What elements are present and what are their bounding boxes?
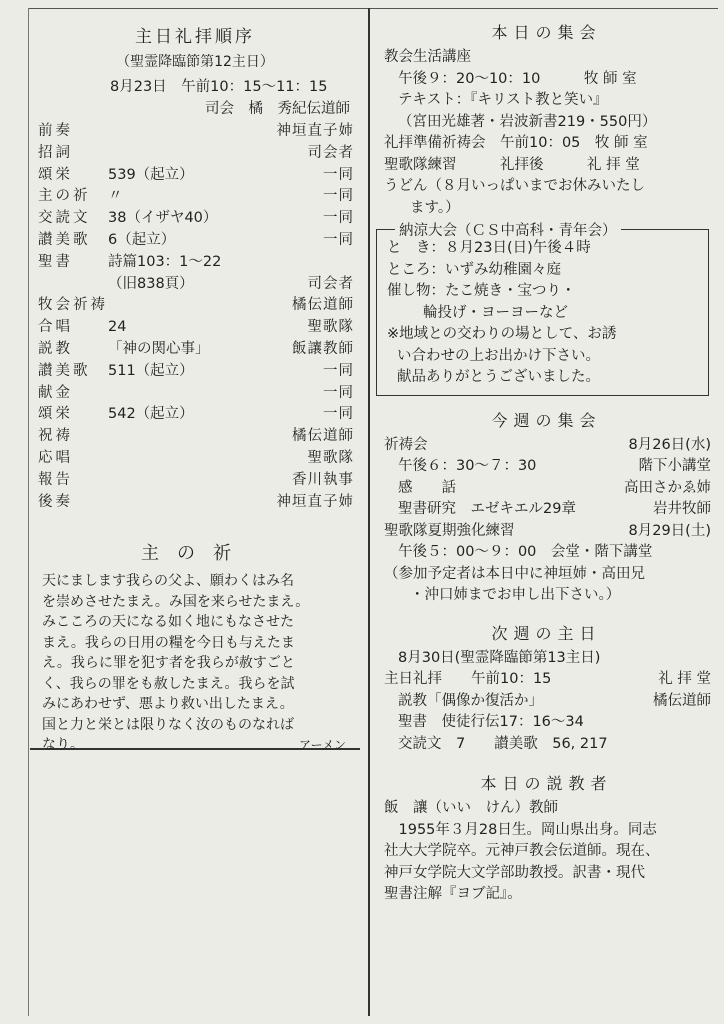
- order-person: 司会者: [307, 144, 354, 161]
- order-content: 詩篇103：1～22: [108, 253, 222, 270]
- today-line: ます。）: [410, 199, 460, 216]
- next-title: 次週の主日: [491, 623, 602, 643]
- next-left: 主日礼拝 午前10：15: [384, 671, 552, 687]
- order-person: 一同: [323, 188, 354, 205]
- next-row: [374, 734, 719, 756]
- order-content: [108, 121, 254, 143]
- order-item: 祝祷: [38, 428, 73, 445]
- column-divider: [368, 8, 370, 1016]
- today-line: 午後９：20～10：10 牧 師 室: [398, 70, 637, 87]
- order-row: [30, 339, 360, 361]
- order-person: 聖歌隊: [307, 449, 354, 466]
- week-right: 8月26日(水): [628, 436, 711, 453]
- order-item: 牧会祈祷: [38, 297, 108, 314]
- preacher-title: 本日の説教者: [480, 774, 613, 793]
- order-row: [30, 208, 360, 230]
- today-line: 礼拝準備祈祷会 午前10：05 牧 師 室: [384, 135, 648, 151]
- order-content: 511（起立）: [108, 362, 194, 379]
- order-row: [30, 143, 360, 165]
- next-right: 橘伝道師: [653, 692, 711, 709]
- prayer-line: なり。 アーメン: [42, 735, 352, 756]
- week-row: [374, 585, 719, 607]
- order-item: 讃美歌: [38, 362, 91, 379]
- event-title: 納涼大会（ＣＳ中高科・青年会）: [395, 219, 621, 240]
- order-content: （旧838頁）: [108, 275, 194, 292]
- order-person: 聖歌隊: [307, 319, 354, 336]
- order-row: [30, 470, 360, 492]
- order-person: 司会者: [307, 275, 354, 292]
- prayer-line: え。我らに罪を犯す者を我らが赦すごと: [42, 655, 295, 672]
- order-person: [254, 252, 360, 274]
- right-column: [374, 14, 719, 906]
- week-list: [374, 435, 719, 607]
- event-line: ところ：いずみ幼稚園々庭: [387, 261, 561, 278]
- next-right: 礼 拝 堂: [658, 671, 711, 687]
- order-item: 合唱: [38, 319, 73, 336]
- week-right: 高田さかゑ姉: [624, 479, 711, 496]
- prayer-line: みこころの天になる如く地にもなさせた: [42, 614, 294, 631]
- week-left: 午後６：30～７：30: [398, 458, 537, 474]
- order-content: 539（起立）: [108, 166, 194, 183]
- week-left: ・沖口姉までお申し出下さい。）: [410, 587, 621, 603]
- order-item: 献金: [38, 384, 73, 401]
- prayer-title: 主の祈: [141, 543, 249, 565]
- prayer-line: まえ。我らの日用の糧を今日も与えたま: [42, 634, 295, 651]
- event-line: 催し物：たこ焼き・宝つり・: [387, 283, 576, 299]
- today-line: （宮田光雄著・岩波新書219・550円）: [398, 113, 657, 130]
- order-item: 聖書: [38, 253, 73, 270]
- next-row: [374, 712, 719, 734]
- order-row: [30, 230, 360, 252]
- order-content: 24: [108, 319, 127, 336]
- order-content: [108, 426, 254, 448]
- order-row: [30, 121, 360, 143]
- order-content: [108, 492, 254, 514]
- order-content: [108, 295, 254, 317]
- week-right: 階下小講堂: [638, 458, 711, 474]
- order-item: 報告: [38, 471, 73, 488]
- week-row: [374, 542, 719, 564]
- order-row: [30, 274, 360, 296]
- order-row: [30, 448, 360, 470]
- prayer-line: 国と力と栄とは限りなく汝のものなれば: [42, 716, 294, 733]
- order-content: [108, 470, 254, 492]
- order-content: 〃: [108, 188, 123, 205]
- order-row: [30, 317, 360, 339]
- preacher-line: 神戸女学院大文学部助教授。訳書・現代: [384, 864, 645, 881]
- order-item: 応唱: [38, 449, 73, 466]
- next-row: [374, 691, 719, 713]
- prayer-line: く、我らの罪をも赦したまえ。我らを試: [42, 675, 295, 692]
- event-line: 輪投げ・ヨーヨーなど: [423, 304, 568, 321]
- order-of-service: [30, 121, 360, 513]
- order-item: 後奏: [38, 493, 73, 510]
- next-left: 8月30日(聖霊降臨節第13主日): [398, 649, 601, 666]
- order-row: [30, 165, 360, 187]
- order-person: 橘伝道師: [292, 428, 354, 445]
- week-title: 今週の集会: [491, 410, 602, 430]
- event-line: と き：８月23日(日)午後４時: [387, 240, 591, 256]
- order-row: [30, 404, 360, 426]
- week-row: [374, 456, 719, 478]
- order-content: 6（起立）: [108, 231, 176, 248]
- order-item: [30, 274, 108, 296]
- service-title: 主日礼拝順序: [135, 27, 255, 47]
- order-content: 「神の関心事」: [108, 340, 210, 357]
- today-line: うどん（８月いっぱいまでお休みいたし: [384, 178, 645, 194]
- week-right: 8月29日(土): [628, 522, 711, 539]
- order-row: [30, 252, 360, 274]
- order-person: 香川執事: [292, 471, 354, 488]
- prayer-body: [30, 571, 360, 756]
- order-person: 一同: [323, 384, 354, 401]
- top-border: [28, 8, 718, 9]
- week-row: [374, 435, 719, 457]
- order-person: 一同: [323, 406, 354, 423]
- preacher-name: 飯 讓（いい けん）教師: [384, 800, 558, 816]
- week-left: 聖書研究 エゼキエル29章: [398, 501, 576, 517]
- prayer-line: みにあわせず、悪より救い出したまえ。: [42, 696, 294, 713]
- event-list: [387, 238, 700, 389]
- preacher-bio: [374, 820, 719, 906]
- today-line: テキスト：『キリスト教と笑い』: [398, 92, 608, 108]
- week-row: [374, 499, 719, 521]
- week-left: （参加予定者は本日中に神垣姉・高田兄: [384, 565, 645, 582]
- preacher-line: 社大大学院卒。元神戸教会伝道師。現在、: [384, 843, 660, 859]
- next-left: 交読文 7 讃美歌 56, 217: [398, 735, 608, 752]
- week-left: 祈祷会: [384, 436, 428, 453]
- today-line: 聖歌隊練習 礼拝後 礼 拝 堂: [384, 156, 640, 173]
- order-item: 説教: [38, 340, 73, 357]
- week-row: [374, 564, 719, 586]
- event-line: ※地域との交わりの場として、お誘: [387, 326, 617, 342]
- order-content: [108, 448, 254, 470]
- order-row: [30, 361, 360, 383]
- order-person: 一同: [323, 362, 354, 379]
- next-left: 説教「偶像か復活か」: [398, 692, 543, 709]
- order-item: 交読文: [38, 210, 91, 227]
- order-item: 頌栄: [38, 166, 73, 183]
- service-subtitle: （聖霊降臨節第12主日）: [116, 54, 274, 70]
- event-box: [376, 223, 709, 396]
- week-left: 午後５：00～９：00 会堂・階下講堂: [398, 544, 653, 560]
- service-datetime: 8月23日 午前10：15～11：15: [110, 79, 328, 95]
- order-row: [30, 295, 360, 317]
- next-row: [374, 648, 719, 670]
- order-content: [108, 383, 254, 405]
- today-line: 教会生活講座: [384, 49, 471, 65]
- left-column: [30, 14, 360, 756]
- order-row: [30, 186, 360, 208]
- order-person: 橘伝道師: [292, 297, 354, 314]
- week-left: 聖歌隊夏期強化練習: [384, 522, 515, 539]
- order-item: 前奏: [38, 123, 73, 139]
- week-row: [374, 521, 719, 543]
- order-content: 542（起立）: [108, 406, 194, 423]
- order-row: [30, 426, 360, 448]
- order-person: 飯讓教師: [292, 340, 354, 357]
- prayer-line: を崇めさせたまえ。み国を来らせたまえ。: [42, 593, 310, 610]
- week-right: 岩井牧師: [653, 501, 711, 517]
- order-item: 主の祈: [38, 188, 91, 205]
- next-row: [374, 669, 719, 691]
- order-row: [30, 383, 360, 405]
- prayer-line: 天にまします我らの父よ、願わくはみ名: [42, 573, 294, 590]
- order-content: 38（イザヤ40）: [108, 210, 218, 227]
- week-left: 感 話: [398, 479, 456, 496]
- order-content: [108, 143, 254, 165]
- order-person: 一同: [323, 166, 354, 183]
- order-item: 招詞: [38, 144, 73, 161]
- order-person: 神垣直子姉: [276, 123, 354, 139]
- event-line: 献品ありがとうございました。: [397, 369, 600, 385]
- preacher-line: 1955年３月28日生。岡山県出身。同志: [384, 821, 657, 838]
- left-border: [28, 8, 29, 1016]
- preacher-line: 聖書注解『ヨブ記』。: [384, 886, 522, 902]
- next-left: 聖書 使徒行伝17：16～34: [398, 714, 584, 730]
- order-person: 一同: [323, 210, 354, 227]
- service-host: 司会 橘 秀紀伝道師: [205, 100, 350, 117]
- today-title: 本日の集会: [491, 23, 602, 42]
- next-list: [374, 648, 719, 756]
- today-list: [374, 47, 719, 219]
- amen-text: アーメン: [298, 738, 346, 753]
- order-row: [30, 492, 360, 514]
- order-person: 神垣直子姉: [276, 493, 354, 510]
- order-item: 讃美歌: [38, 231, 91, 248]
- order-person: 一同: [323, 231, 354, 248]
- event-line: い合わせの上お出かけ下さい。: [397, 347, 600, 364]
- week-row: [374, 478, 719, 500]
- order-item: 頌栄: [38, 406, 73, 423]
